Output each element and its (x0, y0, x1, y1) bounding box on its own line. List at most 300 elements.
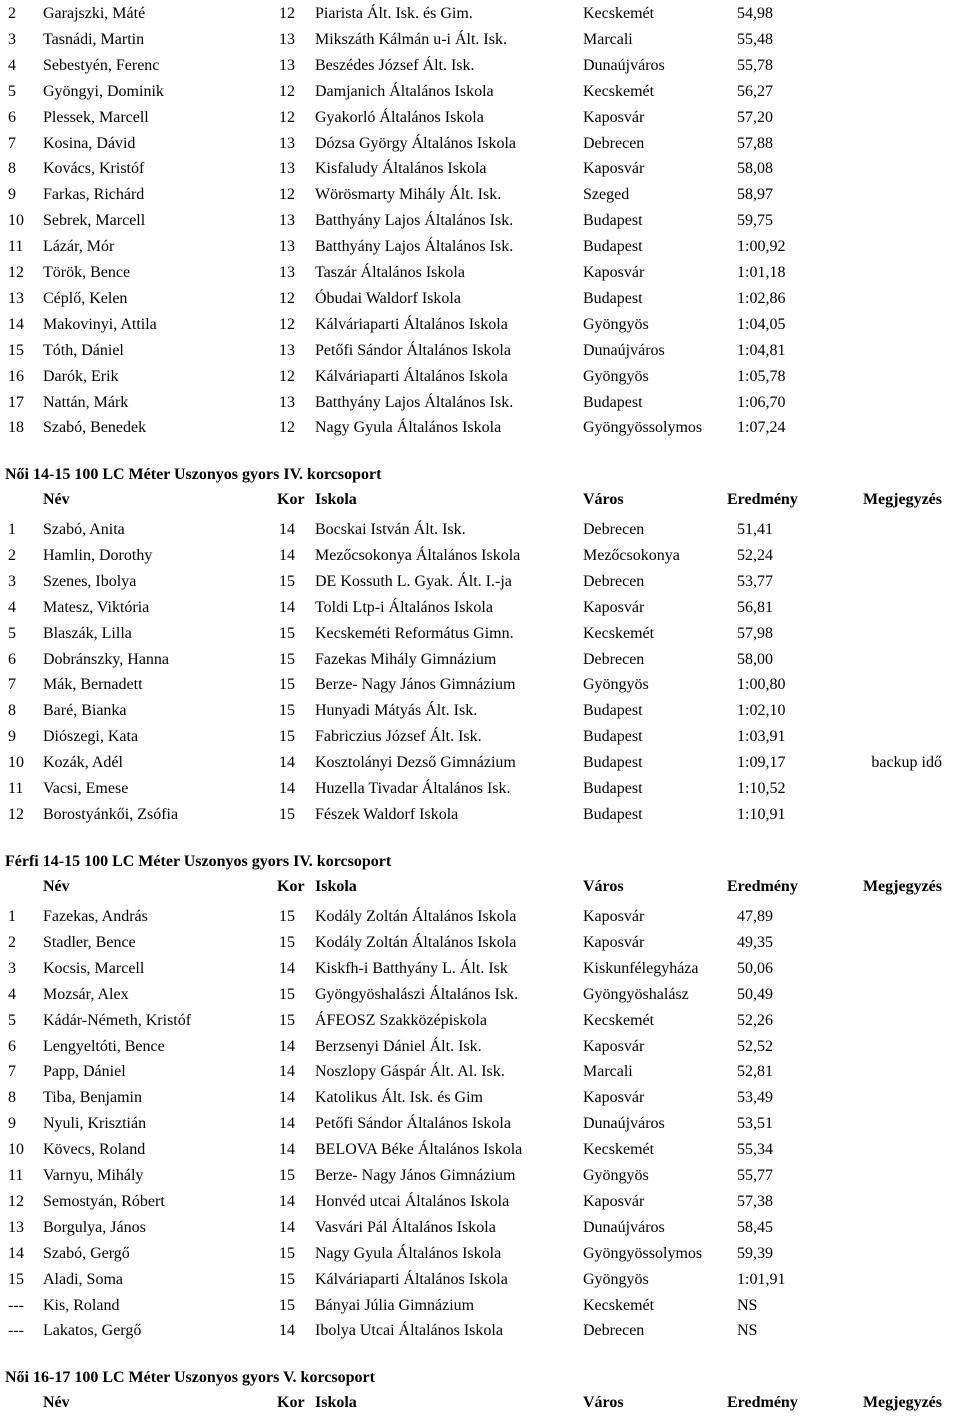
result-row (0, 53, 960, 79)
school-cell: Nagy Gyula Általános Iskola (315, 1244, 502, 1262)
name-cell: Matesz, Viktória (43, 598, 150, 616)
city-cell: Kaposvár (583, 908, 645, 925)
rank-cell: 5 (8, 1011, 16, 1029)
school-cell: Fészek Waldorf Iskola (315, 805, 459, 823)
result-row (0, 1034, 960, 1060)
result-cell: 56,81 (737, 598, 773, 616)
rank-cell: 5 (8, 624, 16, 642)
city-cell: Kecskemét (583, 1141, 655, 1159)
result-row (0, 1137, 960, 1163)
result-row (0, 182, 960, 208)
rank-cell: 4 (8, 985, 16, 1003)
city-cell: Dunaújváros (583, 1218, 665, 1236)
school-cell: Bányai Júlia Gimnázium (315, 1296, 475, 1314)
school-cell: Honvéd utcai Általános Iskola (315, 1192, 510, 1210)
result-row (0, 1318, 960, 1344)
result-cell: 52,26 (737, 1011, 773, 1029)
result-cell: 1:02,86 (737, 289, 786, 307)
city-cell: Gyöngyössolymos (583, 1244, 703, 1262)
school-cell: Kálváriaparti Általános Iskola (315, 1270, 508, 1288)
city-cell: Dunaújváros (583, 1115, 665, 1133)
result-row (0, 312, 960, 338)
result-row (0, 569, 960, 595)
name-cell: Mozsár, Alex (43, 985, 129, 1003)
result-cell: 56,27 (737, 82, 773, 100)
name-cell: Nattán, Márk (43, 393, 129, 411)
name-cell: Borostyánkői, Zsófia (43, 805, 179, 823)
result-cell: 54,98 (737, 5, 773, 22)
city-cell: Kaposvár (583, 1192, 645, 1210)
result-row (0, 364, 960, 390)
section-title: Női 14-15 100 LC Méter Uszonyos gyors IV. korcsoport (5, 466, 382, 483)
city-cell: Budapest (583, 702, 643, 720)
name-cell: Sebestyén, Ferenc (43, 56, 160, 74)
age-cell: 13 (279, 212, 295, 230)
city-cell: Budapest (583, 393, 643, 411)
result-row (0, 930, 960, 956)
age-cell: 15 (279, 933, 295, 951)
city-cell: Kaposvár (583, 160, 645, 178)
city-cell: Mezőcsokonya (583, 546, 680, 564)
header-school: Iskola (315, 491, 357, 508)
school-cell: Berzsenyi Dániel Ált. Isk. (315, 1037, 482, 1055)
name-cell: Semostyán, Róbert (43, 1192, 165, 1210)
name-cell: Lakatos, Gergő (43, 1322, 142, 1340)
age-cell: 15 (279, 702, 295, 720)
school-cell: ÁFEOSZ Szakközépiskola (315, 1011, 487, 1029)
school-cell: Kálváriaparti Általános Iskola (315, 315, 508, 333)
rank-cell: 13 (8, 1218, 24, 1236)
school-cell: Bocskai István Ált. Isk. (315, 521, 466, 538)
rank-cell: 11 (8, 780, 24, 797)
name-cell: Blaszák, Lilla (43, 624, 132, 642)
age-cell: 15 (279, 908, 295, 925)
result-cell: 1:02,10 (737, 702, 786, 720)
result-row (0, 1163, 960, 1189)
city-cell: Budapest (583, 780, 643, 797)
result-row (0, 956, 960, 982)
result-cell: 55,78 (737, 56, 773, 74)
rank-cell: 15 (8, 1270, 24, 1288)
age-cell: 14 (279, 1192, 295, 1210)
result-row (0, 1085, 960, 1111)
age-cell: 13 (279, 264, 295, 281)
section-title: Női 16-17 100 LC Méter Uszonyos gyors V. korcsoport (5, 1369, 375, 1386)
school-cell: Nagy Gyula Általános Iskola (315, 419, 502, 437)
result-row (0, 234, 960, 260)
result-cell: 55,34 (737, 1141, 773, 1159)
rank-cell: 6 (8, 108, 16, 126)
age-cell: 15 (279, 805, 295, 823)
school-cell: Fabriczius József Ált. Isk. (315, 728, 482, 746)
rank-cell: 7 (8, 1063, 16, 1081)
name-cell: Stadler, Bence (43, 933, 136, 951)
school-cell: Noszlopy Gáspár Ált. Al. Isk. (315, 1063, 505, 1081)
age-cell: 12 (279, 367, 295, 385)
rank-cell: 8 (8, 702, 16, 720)
result-row (0, 131, 960, 157)
name-cell: Szabó, Anita (43, 521, 125, 538)
result-row (0, 1293, 960, 1319)
result-row (0, 390, 960, 416)
age-cell: 14 (279, 1115, 295, 1133)
city-cell: Budapest (583, 728, 643, 746)
school-cell: Kodály Zoltán Általános Iskola (315, 908, 517, 925)
result-row (0, 79, 960, 105)
age-cell: 15 (279, 985, 295, 1003)
result-row (0, 208, 960, 234)
city-cell: Gyöngyöshalász (583, 985, 689, 1003)
rank-cell: 7 (8, 134, 16, 152)
city-cell: Debrecen (583, 521, 645, 538)
age-cell: 14 (279, 959, 295, 977)
age-cell: 12 (279, 186, 295, 204)
age-cell: 15 (279, 1270, 295, 1288)
header-name: Név (43, 491, 70, 508)
result-row (0, 776, 960, 802)
school-cell: Berze- Nagy János Gimnázium (315, 676, 516, 694)
result-cell: 49,35 (737, 933, 773, 951)
result-row (0, 1241, 960, 1267)
result-row (0, 415, 960, 441)
school-cell: Gyakorló Általános Iskola (315, 108, 484, 126)
result-row (0, 802, 960, 828)
rank-cell: 13 (8, 289, 24, 307)
rank-cell: 14 (8, 1244, 24, 1262)
name-cell: Plessek, Marcell (43, 108, 149, 126)
header-result: Eredmény (727, 491, 798, 508)
age-cell: 14 (279, 1037, 295, 1055)
rank-cell: --- (8, 1296, 24, 1314)
rank-cell: 6 (8, 1037, 16, 1055)
name-cell: Vacsi, Emese (43, 780, 129, 797)
rank-cell: 7 (8, 676, 16, 694)
rank-cell: 17 (8, 393, 24, 411)
result-row (0, 982, 960, 1008)
school-cell: Óbudai Waldorf Iskola (315, 289, 461, 307)
result-row (0, 1111, 960, 1137)
name-cell: Baré, Bianka (43, 702, 127, 720)
result-row (0, 672, 960, 698)
age-cell: 15 (279, 624, 295, 642)
rank-cell: --- (8, 1322, 24, 1340)
school-cell: Kiskfh-i Batthyány L. Ált. Isk (315, 959, 508, 977)
name-cell: Szabó, Benedek (43, 419, 147, 437)
rank-cell: 9 (8, 186, 16, 204)
age-cell: 12 (279, 289, 295, 307)
city-cell: Debrecen (583, 1322, 645, 1340)
result-row (0, 105, 960, 131)
city-cell: Kecskemét (583, 82, 655, 100)
name-cell: Kosina, Dávid (43, 134, 136, 152)
city-cell: Gyöngyös (583, 1167, 649, 1184)
result-cell: 50,49 (737, 985, 773, 1003)
name-cell: Fazekas, András (43, 908, 148, 925)
rank-cell: 12 (8, 805, 24, 823)
result-row (0, 260, 960, 286)
school-cell: DE Kossuth L. Gyak. Ált. I.-ja (315, 572, 512, 590)
name-cell: Darók, Erik (43, 367, 119, 385)
school-cell: Hunyadi Mátyás Ált. Isk. (315, 702, 478, 720)
school-cell: Batthyány Lajos Általános Isk. (315, 238, 514, 256)
result-cell: 57,20 (737, 108, 773, 126)
age-cell: 14 (279, 1089, 295, 1107)
city-cell: Kaposvár (583, 933, 645, 951)
age-cell: 15 (279, 1296, 295, 1314)
age-cell: 13 (279, 56, 295, 74)
name-cell: Sebrek, Marcell (43, 212, 146, 230)
header-name: Név (43, 1394, 70, 1411)
rank-cell: 12 (8, 264, 24, 281)
note-cell: backup idő (871, 754, 942, 772)
rank-cell: 9 (8, 1115, 16, 1133)
result-row (0, 27, 960, 53)
header-city: Város (583, 1394, 624, 1411)
result-cell: 52,24 (737, 546, 773, 564)
age-cell: 12 (279, 108, 295, 126)
age-cell: 12 (279, 82, 295, 100)
city-cell: Gyöngyössolymos (583, 419, 703, 437)
rank-cell: 14 (8, 315, 24, 333)
name-cell: Garajszki, Máté (43, 5, 146, 22)
section-title: Férfi 14-15 100 LC Méter Uszonyos gyors IV. korcsoport (5, 853, 392, 870)
rank-cell: 2 (8, 546, 16, 564)
city-cell: Gyöngyös (583, 1270, 649, 1288)
name-cell: Aladi, Soma (43, 1270, 123, 1288)
school-cell: Piarista Ált. Isk. és Gim. (315, 5, 473, 22)
result-row (0, 621, 960, 647)
header-age: Kor (277, 491, 305, 508)
result-cell: 55,77 (737, 1167, 773, 1184)
name-cell: Borgulya, János (43, 1218, 146, 1236)
result-row (0, 338, 960, 364)
age-cell: 14 (279, 546, 295, 564)
name-cell: Kövecs, Roland (43, 1141, 146, 1159)
city-cell: Kaposvár (583, 1089, 645, 1107)
city-cell: Kiskunfélegyháza (583, 959, 699, 977)
result-cell: 57,38 (737, 1192, 773, 1210)
result-row (0, 750, 960, 776)
header-school: Iskola (315, 878, 357, 895)
city-cell: Gyöngyös (583, 315, 649, 333)
city-cell: Gyöngyös (583, 367, 649, 385)
name-cell: Szenes, Ibolya (43, 572, 137, 590)
name-cell: Tiba, Benjamin (43, 1089, 142, 1107)
rank-cell: 4 (8, 56, 16, 74)
school-cell: Kálváriaparti Általános Iskola (315, 367, 508, 385)
result-row (0, 724, 960, 750)
name-cell: Kozák, Adél (43, 754, 123, 772)
result-row (0, 698, 960, 724)
rank-cell: 15 (8, 341, 24, 359)
result-cell: 59,39 (737, 1244, 773, 1262)
result-cell: 52,52 (737, 1037, 773, 1055)
school-cell: Petőfi Sándor Általános Iskola (315, 341, 511, 359)
city-cell: Kaposvár (583, 1037, 645, 1055)
name-cell: Varnyu, Mihály (43, 1167, 144, 1184)
result-cell: 50,06 (737, 959, 773, 977)
header-note: Megjegyzés (862, 1394, 942, 1411)
city-cell: Debrecen (583, 134, 645, 152)
age-cell: 14 (279, 1322, 295, 1340)
result-cell: 58,08 (737, 160, 773, 178)
result-cell: 58,97 (737, 186, 773, 204)
school-cell: Berze- Nagy János Gimnázium (315, 1167, 516, 1184)
rank-cell: 10 (8, 212, 24, 230)
city-cell: Budapest (583, 212, 643, 230)
name-cell: Hamlin, Dorothy (43, 546, 153, 564)
city-cell: Budapest (583, 238, 643, 256)
result-cell: 1:00,92 (737, 238, 786, 256)
age-cell: 15 (279, 650, 295, 668)
name-cell: Nyuli, Krisztián (43, 1115, 147, 1133)
name-cell: Szabó, Gergő (43, 1244, 130, 1262)
school-cell: Kecskeméti Református Gimn. (315, 624, 514, 642)
age-cell: 13 (279, 30, 295, 48)
name-cell: Török, Bence (43, 264, 131, 281)
result-row (0, 1008, 960, 1034)
school-cell: Petőfi Sándor Általános Iskola (315, 1115, 511, 1133)
rank-cell: 2 (8, 933, 16, 951)
rank-cell: 10 (8, 754, 24, 772)
school-cell: Vasvári Pál Általános Iskola (315, 1218, 496, 1236)
age-cell: 12 (279, 5, 295, 22)
rank-cell: 12 (8, 1192, 24, 1210)
name-cell: Kocsis, Marcell (43, 959, 145, 977)
rank-cell: 16 (8, 367, 24, 385)
name-cell: Farkas, Richárd (43, 186, 145, 204)
city-cell: Marcali (583, 1063, 633, 1081)
city-cell: Kecskemét (583, 5, 655, 22)
result-cell: 57,88 (737, 134, 773, 152)
name-cell: Lázár, Mór (43, 238, 115, 256)
rank-cell: 18 (8, 419, 24, 437)
result-cell: 55,48 (737, 30, 773, 48)
header-age: Kor (277, 878, 305, 895)
city-cell: Kecskemét (583, 1296, 655, 1314)
city-cell: Kecskemét (583, 624, 655, 642)
age-cell: 14 (279, 1141, 295, 1159)
city-cell: Budapest (583, 754, 643, 772)
rank-cell: 1 (8, 521, 16, 538)
city-cell: Kaposvár (583, 108, 645, 126)
result-row (0, 595, 960, 621)
city-cell: Dunaújváros (583, 341, 665, 359)
result-row (0, 543, 960, 569)
header-note: Megjegyzés (862, 878, 942, 895)
rank-cell: 3 (8, 30, 16, 48)
header-school: Iskola (315, 1394, 357, 1411)
name-cell: Diószegi, Kata (43, 728, 139, 746)
city-cell: Debrecen (583, 650, 645, 668)
school-cell: Damjanich Általános Iskola (315, 82, 494, 100)
school-cell: Kosztolányi Dezső Gimnázium (315, 754, 516, 772)
result-cell: 53,77 (737, 572, 773, 590)
city-cell: Szeged (583, 186, 630, 204)
result-cell: 58,00 (737, 650, 773, 668)
result-cell: 1:09,17 (737, 754, 786, 772)
age-cell: 14 (279, 1063, 295, 1081)
city-cell: Kaposvár (583, 264, 645, 281)
result-cell: 58,45 (737, 1218, 773, 1236)
city-cell: Dunaújváros (583, 56, 665, 74)
age-cell: 15 (279, 1011, 295, 1029)
city-cell: Marcali (583, 30, 633, 48)
result-row (0, 156, 960, 182)
age-cell: 15 (279, 728, 295, 746)
city-cell: Debrecen (583, 572, 645, 590)
school-cell: Kisfaludy Általános Iskola (315, 160, 487, 178)
header-name: Név (43, 878, 70, 895)
name-cell: Lengyeltóti, Bence (43, 1037, 165, 1055)
city-cell: Budapest (583, 289, 643, 307)
school-cell: Taszár Általános Iskola (315, 264, 465, 281)
result-row (0, 647, 960, 673)
result-row (0, 1267, 960, 1293)
result-cell: 1:04,81 (737, 341, 786, 359)
name-cell: Dobránszky, Hanna (43, 650, 170, 668)
result-cell: 1:10,52 (737, 780, 786, 797)
result-row (0, 1059, 960, 1085)
age-cell: 14 (279, 754, 295, 772)
school-cell: Mezőcsokonya Általános Iskola (315, 546, 521, 564)
age-cell: 12 (279, 315, 295, 333)
result-cell: 57,98 (737, 624, 773, 642)
result-row (0, 904, 960, 930)
result-cell: 52,81 (737, 1063, 773, 1081)
rank-cell: 3 (8, 959, 16, 977)
result-cell: 1:03,91 (737, 728, 786, 746)
school-cell: Toldi Ltp-i Általános Iskola (315, 598, 493, 616)
result-cell: NS (737, 1322, 758, 1340)
age-cell: 13 (279, 134, 295, 152)
age-cell: 14 (279, 521, 295, 538)
result-row (0, 286, 960, 312)
rank-cell: 8 (8, 160, 16, 178)
city-cell: Gyöngyös (583, 676, 649, 694)
result-cell: 1:06,70 (737, 393, 786, 411)
age-cell: 13 (279, 160, 295, 178)
age-cell: 14 (279, 780, 295, 797)
school-cell: Huzella Tivadar Általános Isk. (315, 780, 511, 797)
rank-cell: 4 (8, 598, 16, 616)
name-cell: Mák, Bernadett (43, 676, 143, 694)
name-cell: Kádár-Németh, Kristóf (43, 1011, 192, 1029)
result-row (0, 1, 960, 27)
name-cell: Tóth, Dániel (43, 341, 124, 359)
header-result: Eredmény (727, 1394, 798, 1411)
header-note: Megjegyzés (862, 491, 942, 508)
result-cell: 1:04,05 (737, 315, 786, 333)
school-cell: Mikszáth Kálmán u-i Ált. Isk. (315, 30, 507, 48)
header-age: Kor (277, 1394, 305, 1411)
rank-cell: 5 (8, 82, 16, 100)
age-cell: 15 (279, 1167, 295, 1184)
result-cell: 1:01,91 (737, 1270, 786, 1288)
rank-cell: 8 (8, 1089, 16, 1107)
result-cell: 1:07,24 (737, 419, 786, 437)
age-cell: 13 (279, 393, 295, 411)
result-cell: 59,75 (737, 212, 773, 230)
school-cell: Batthyány Lajos Általános Isk. (315, 393, 514, 411)
age-cell: 15 (279, 1244, 295, 1262)
result-cell: 51,41 (737, 521, 773, 538)
age-cell: 14 (279, 1218, 295, 1236)
result-cell: 1:10,91 (737, 805, 786, 823)
school-cell: Fazekas Mihály Gimnázium (315, 650, 497, 668)
name-cell: Papp, Dániel (43, 1063, 126, 1081)
rank-cell: 1 (8, 908, 16, 925)
